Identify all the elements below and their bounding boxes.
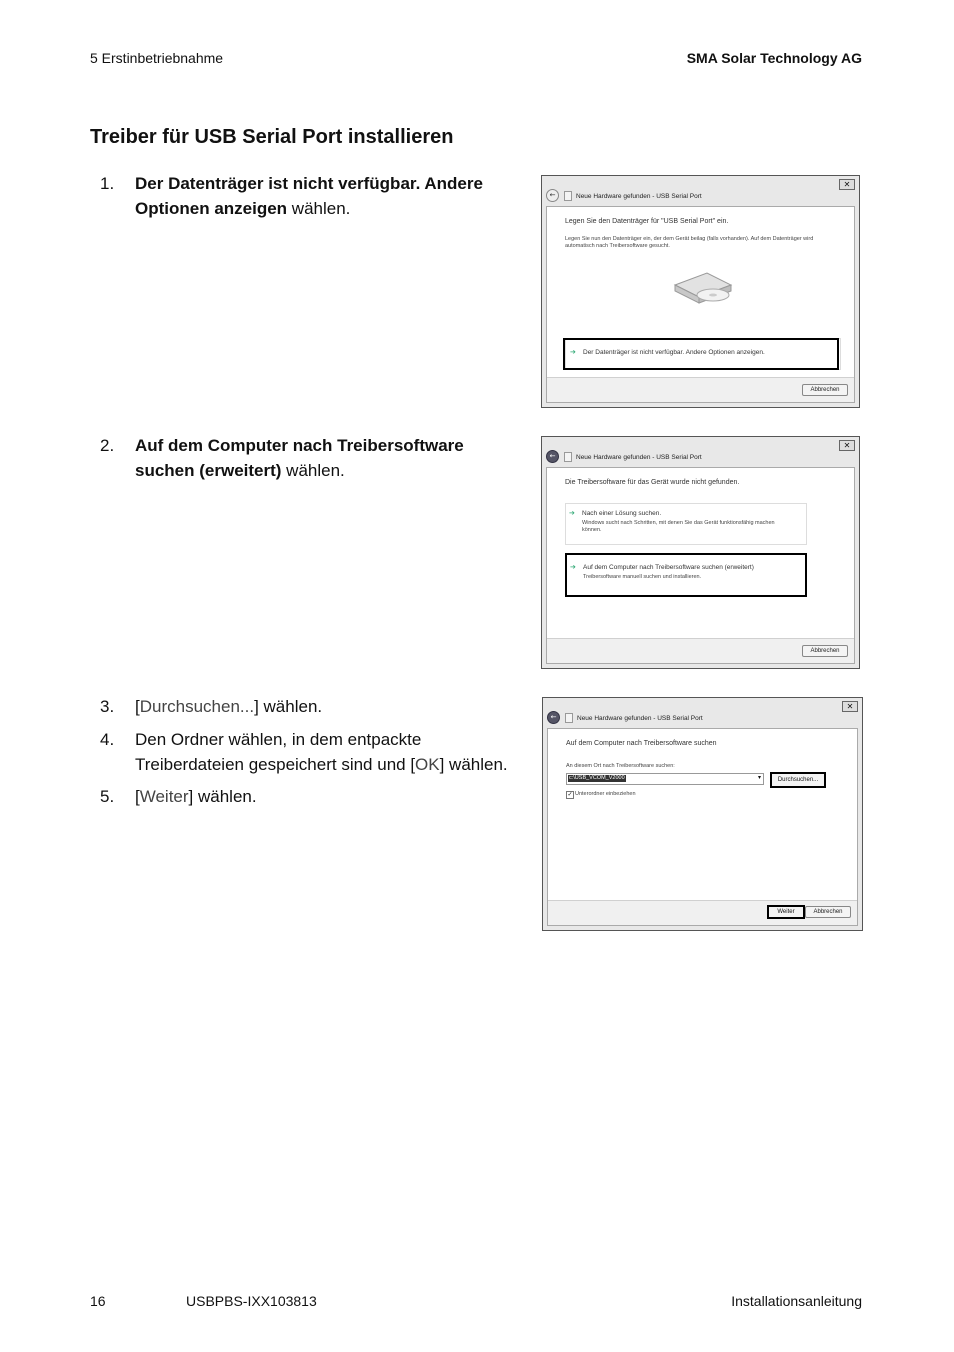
cancel-button[interactable]: Abbrechen: [802, 645, 848, 657]
subfolder-checkbox[interactable]: ✓: [567, 792, 573, 798]
next-button[interactable]: [767, 905, 805, 919]
close-icon[interactable]: ✕: [839, 440, 855, 451]
option-desc-line-1: Windows sucht nach Schritten, mit denen Sie das Gerät funktionsfähig machen: [582, 520, 775, 526]
dialog-body-line-2: automatisch nach Treibersoftware gesucht.: [565, 243, 670, 249]
browse-button[interactable]: [770, 772, 826, 788]
step-suffix: ] wählen.: [439, 755, 508, 774]
close-icon[interactable]: ✕: [839, 179, 855, 190]
step-action: Auf dem Computer nach Treibersoftware suchen (erweitert): [135, 436, 464, 480]
dialog-heading: Auf dem Computer nach Treibersoftware suchen: [566, 740, 717, 747]
option-label: Der Datenträger ist nicht verfügbar. Andere Optionen anzeigen.: [583, 349, 765, 356]
step-number: 3.: [100, 697, 115, 716]
hardware-icon: [565, 713, 573, 723]
bracket-open: [: [135, 697, 140, 716]
dialog-title: Neue Hardware gefunden - USB Serial Port: [576, 193, 702, 200]
back-arrow-icon[interactable]: ←: [546, 450, 559, 463]
doc-type: Installationsanleitung: [731, 1293, 862, 1309]
dialog-screenshot-1: [541, 175, 860, 408]
section-title: Treiber für USB Serial Port installieren: [90, 126, 454, 148]
step-line-1: Den Ordner wählen, in dem entpackte: [135, 730, 422, 749]
cancel-button[interactable]: Abbrechen: [802, 384, 848, 396]
option-title: Auf dem Computer nach Treibersoftware suchen (erweitert): [583, 564, 754, 571]
dialog-screenshot-3: [542, 697, 863, 931]
step-number: 5.: [100, 787, 115, 806]
option-title: Nach einer Lösung suchen.: [582, 510, 662, 517]
step-line-2: Treiberdateien gespeichert sind und [: [135, 755, 416, 774]
option-desc: Treibersoftware manuell suchen und installieren.: [583, 574, 702, 580]
option-browse-computer[interactable]: [565, 553, 807, 597]
step-action: Der Datenträger ist nicht verfügbar. Andere Optionen anzeigen: [135, 174, 483, 218]
step-suffix: wählen.: [281, 461, 345, 480]
ui-ref-weiter: Weiter: [139, 787, 189, 806]
step-suffix: ] wählen.: [188, 787, 257, 806]
back-arrow-icon[interactable]: ←: [546, 189, 559, 202]
dropdown-arrow-icon: ▾: [757, 775, 761, 781]
bracket-open: [: [135, 787, 140, 806]
ui-ref-ok: OK: [415, 755, 440, 774]
dialog-body-line-1: Legen Sie nun den Datenträger ein, der dem Gerät beilag (falls vorhanden). Auf dem Datenträger wird: [565, 236, 814, 242]
arrow-right-icon: ➔: [570, 563, 576, 571]
option-search-solution[interactable]: [565, 503, 807, 545]
next-button-label: Weiter: [777, 909, 795, 915]
path-value: c:\USB_VCOM_V2000: [569, 775, 625, 781]
dialog-heading: Die Treibersoftware für das Gerät wurde nicht gefunden.: [565, 479, 740, 486]
header-company: SMA Solar Technology AG: [686, 50, 862, 66]
arrow-right-icon: ➔: [569, 509, 575, 517]
disc-drive-icon: [669, 267, 735, 307]
checkbox-label: Unterordner einbeziehen: [575, 791, 636, 797]
ui-ref-durchsuchen: Durchsuchen...: [139, 697, 255, 716]
step-number: 1.: [100, 174, 115, 193]
path-label: An diesem Ort nach Treibersoftware suchen:: [566, 763, 675, 769]
doc-id: USBPBS-IXX103813: [186, 1293, 317, 1309]
dialog-heading: Legen Sie den Datenträger für "USB Serial Port" ein.: [565, 218, 729, 225]
dialog-title: Neue Hardware gefunden - USB Serial Port: [576, 454, 702, 461]
header-chapter: 5 Erstinbetriebnahme: [90, 50, 224, 66]
step-suffix: wählen.: [287, 199, 351, 218]
hardware-icon: [564, 191, 572, 201]
dialog-screenshot-2: [541, 436, 860, 669]
option-desc-line-2: können.: [582, 527, 602, 533]
back-arrow-icon[interactable]: ←: [547, 711, 560, 724]
dialog-title: Neue Hardware gefunden - USB Serial Port: [577, 715, 703, 722]
step-suffix: ] wählen.: [254, 697, 323, 716]
step-number: 4.: [100, 730, 115, 749]
step-number: 2.: [100, 436, 115, 455]
cancel-button[interactable]: Abbrechen: [805, 906, 851, 918]
arrow-right-icon: ➔: [570, 348, 576, 356]
path-combobox[interactable]: [566, 773, 764, 785]
close-icon[interactable]: ✕: [842, 701, 858, 712]
hardware-icon: [564, 452, 572, 462]
option-no-disc[interactable]: [563, 338, 839, 370]
browse-button-label: Durchsuchen...: [777, 777, 819, 783]
page-number: 16: [90, 1293, 106, 1309]
